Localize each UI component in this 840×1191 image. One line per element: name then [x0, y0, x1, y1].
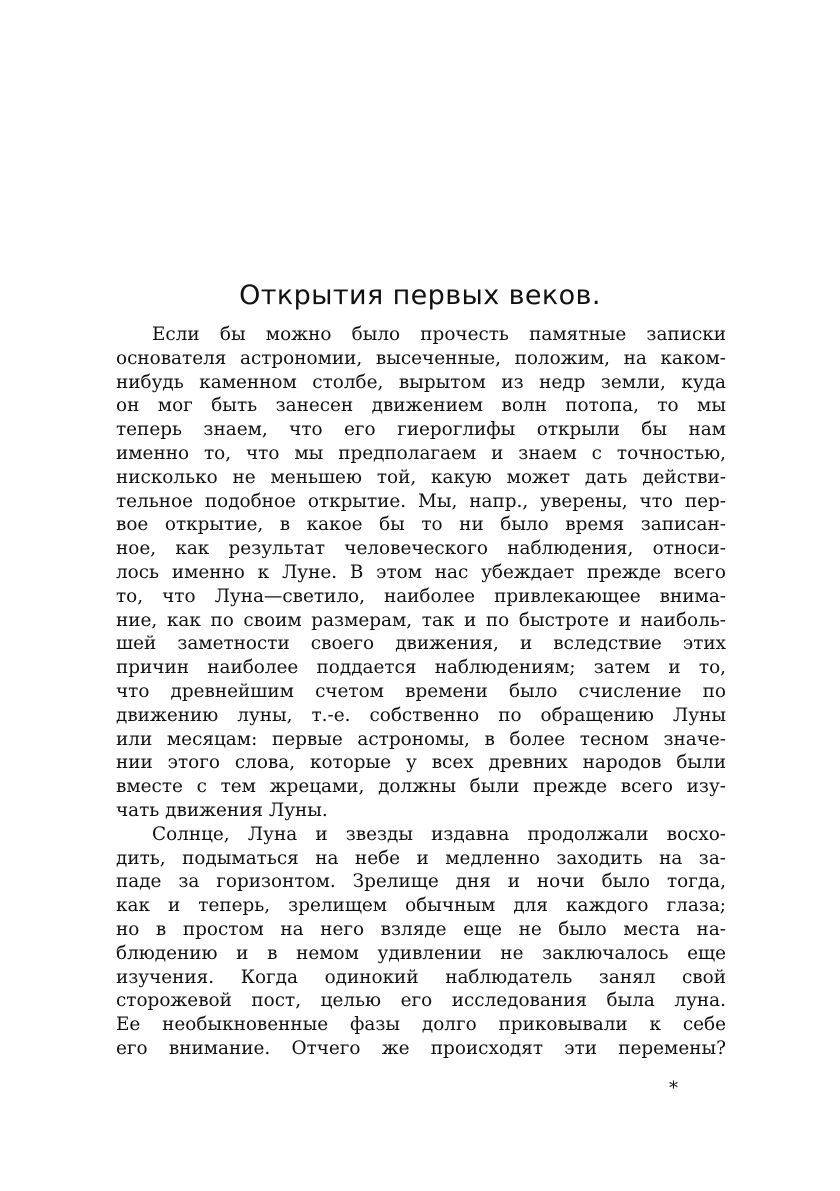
text-line: нибудь каменном столбе, вырытом из недр земли, куда	[116, 371, 726, 393]
text-line: нии этого слова, которые у всех древних народов были	[116, 752, 726, 774]
text-line: вместе с тем жрецами, должны были прежде всего изу-	[116, 776, 726, 798]
text-line: он мог быть занесен движением волн потопа, то мы	[116, 395, 726, 417]
footnote-asterisk: *	[669, 1078, 678, 1099]
text-line: ние, как по своим размерам, так и по быстроте и наиболь-	[116, 609, 726, 631]
text-line: или месяцам: первые астрономы, в более тесном значе-	[116, 728, 726, 750]
paragraph-2	[116, 823, 726, 1061]
text-line: причин наиболее поддается наблюдениям; затем и то,	[116, 657, 726, 679]
text-line: что древнейшим счетом времени было счисление по	[116, 680, 726, 702]
chapter-heading: Открытия первых веков.	[239, 280, 601, 311]
text-line: чать движения Луны.	[116, 799, 328, 821]
text-line: лось именно к Луне. В этом нас убеждает прежде всего	[116, 561, 726, 583]
text-line: то, что Луна—светило, наиболее привлекающее внима-	[116, 585, 726, 607]
text-line: изучения. Когда одинокий наблюдатель занял свой	[116, 966, 726, 988]
text-line: движению луны, т.-е. собственно по обращению Луны	[116, 704, 726, 726]
paragraph-1	[116, 323, 726, 823]
text-line: паде за горизонтом. Зрелище дня и ночи было тогда,	[116, 871, 726, 893]
text-line: шей заметности своего движения, и вследствие этих	[116, 633, 726, 655]
text-line: ное, как результат человеческого наблюдения, относи-	[116, 538, 726, 560]
text-line: теперь знаем, что его гиероглифы открыли бы нам	[116, 419, 726, 441]
text-line: его внимание. Отчего же происходят эти перемены?	[116, 1037, 726, 1059]
text-line: именно то, что мы предполагаем и знаем с точностью,	[116, 442, 726, 464]
text-line: основателя астрономии, высеченные, положим, на каком-	[116, 347, 726, 369]
text-line: Если бы можно было прочесть памятные записки	[152, 324, 726, 345]
text-line: блюдению и в немом удивлении не заключалось еще	[116, 942, 726, 964]
text-line: Солнце, Луна и звезды издавна продолжали восхо-	[152, 823, 726, 845]
text-line: нисколько не меньшею той, какую может дать действи-	[116, 466, 726, 488]
text-line: Ее необыкновенные фазы долго приковывали к себе	[116, 1014, 726, 1036]
text-line: вое открытие, в какое бы то ни было время записан-	[116, 514, 726, 536]
body-text	[116, 323, 726, 1061]
text-line: как и теперь, зрелищем обычным для каждого глаза;	[116, 895, 726, 917]
text-line: дить, подыматься на небе и медленно заходить на за-	[116, 847, 726, 869]
text-line: но в простом на него взляде еще не было места на-	[116, 918, 726, 940]
text-line: сторожевой пост, целью его исследования была луна.	[116, 990, 726, 1012]
text-line: тельное подобное открытие. Мы, напр., уверены, что пер-	[116, 490, 726, 512]
